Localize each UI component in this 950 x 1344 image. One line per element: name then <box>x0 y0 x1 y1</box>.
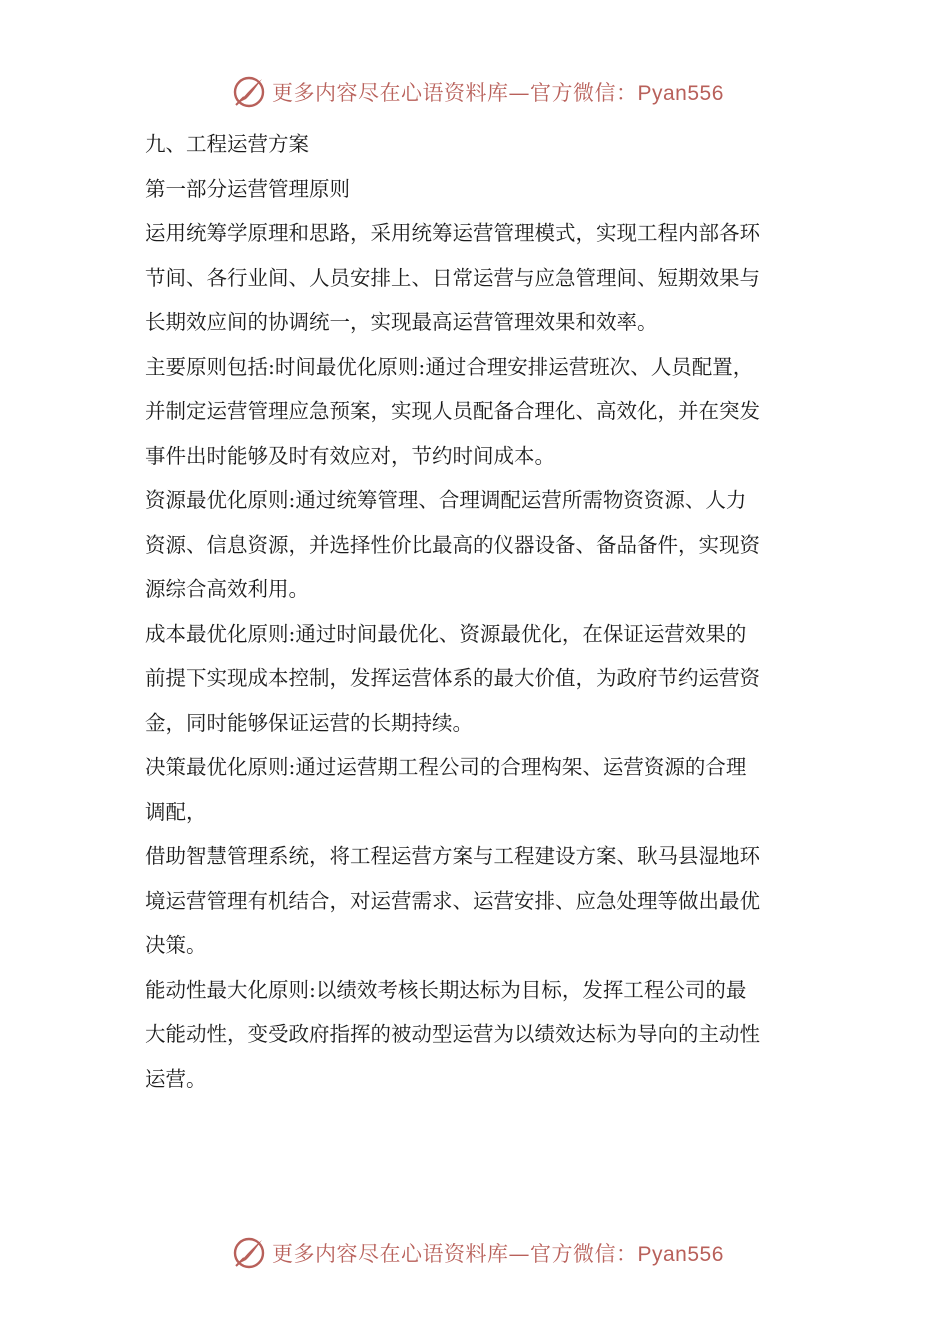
text-line: 决策最优化原则:通过运营期工程公司的合理构架、运营资源的合理 <box>145 755 747 779</box>
watermark-text <box>272 77 724 107</box>
text-line: 前提下实现成本控制，发挥运营体系的最大价值，为政府节约运营资 <box>145 666 760 690</box>
watermark-prefix: 更多内容尽在心语资料库—官方微信： <box>272 81 638 105</box>
text-line: 能动性最大化原则:以绩效考核长期达标为目标，发挥工程公司的最 <box>145 977 747 1002</box>
quill-logo-icon <box>232 1236 266 1270</box>
text-line: 境运营管理有机结合，对运营需求、运营安排、应急处理等做出最优 <box>145 888 760 913</box>
text-line: 运用统筹学原理和思路，采用统筹运营管理模式，实现工程内部各环 <box>145 221 760 245</box>
header-watermark <box>232 72 724 112</box>
text-line: 资源、信息资源，并选择性价比最高的仪器设备、备品备件，实现资 <box>145 532 760 557</box>
text-line: 主要原则包括:时间最优化原则:通过合理安排运营班次、人员配置， <box>145 354 754 379</box>
text-line: 大能动性，变受政府指挥的被动型运营为以绩效达标为导向的主动性 <box>145 1022 760 1046</box>
subsection-heading: 第一部分运营管理原则 <box>145 176 350 201</box>
text-line: 运营。 <box>145 1066 207 1091</box>
text-line: 成本最优化原则:通过时间最优化、资源最优化，在保证运营效果的 <box>145 621 747 646</box>
quill-logo-icon <box>232 75 266 109</box>
text-line: 长期效应间的协调统一，实现最高运营管理效果和效率。 <box>145 310 658 334</box>
text-line: 并制定运营管理应急预案，实现人员配备合理化、高效化，并在突发 <box>145 399 760 423</box>
text-line: 资源最优化原则:通过统筹管理、合理调配运营所需物资资源、人力 <box>145 488 747 512</box>
text-line: 借助智慧管理系统，将工程运营方案与工程建设方案、耿马县湿地环 <box>145 844 760 868</box>
footer-watermark <box>232 1233 724 1273</box>
watermark-prefix: 更多内容尽在心语资料库—官方微信： <box>272 1242 638 1266</box>
text-line: 事件出时能够及时有效应对，节约时间成本。 <box>145 443 555 468</box>
text-line: 节间、各行业间、人员安排上、日常运营与应急管理间、短期效果与 <box>145 265 760 290</box>
text-line: 金，同时能够保证运营的长期持续。 <box>145 710 473 735</box>
document-body <box>145 122 810 1101</box>
text-line: 决策。 <box>145 933 207 957</box>
section-heading: 九、工程运营方案 <box>145 132 309 156</box>
watermark-wechat-id: Pyan556 <box>637 82 724 105</box>
watermark-text <box>272 1238 724 1268</box>
watermark-wechat-id: Pyan556 <box>637 1243 724 1266</box>
text-line: 调配， <box>145 799 207 824</box>
text-line: 源综合高效利用。 <box>145 577 309 601</box>
